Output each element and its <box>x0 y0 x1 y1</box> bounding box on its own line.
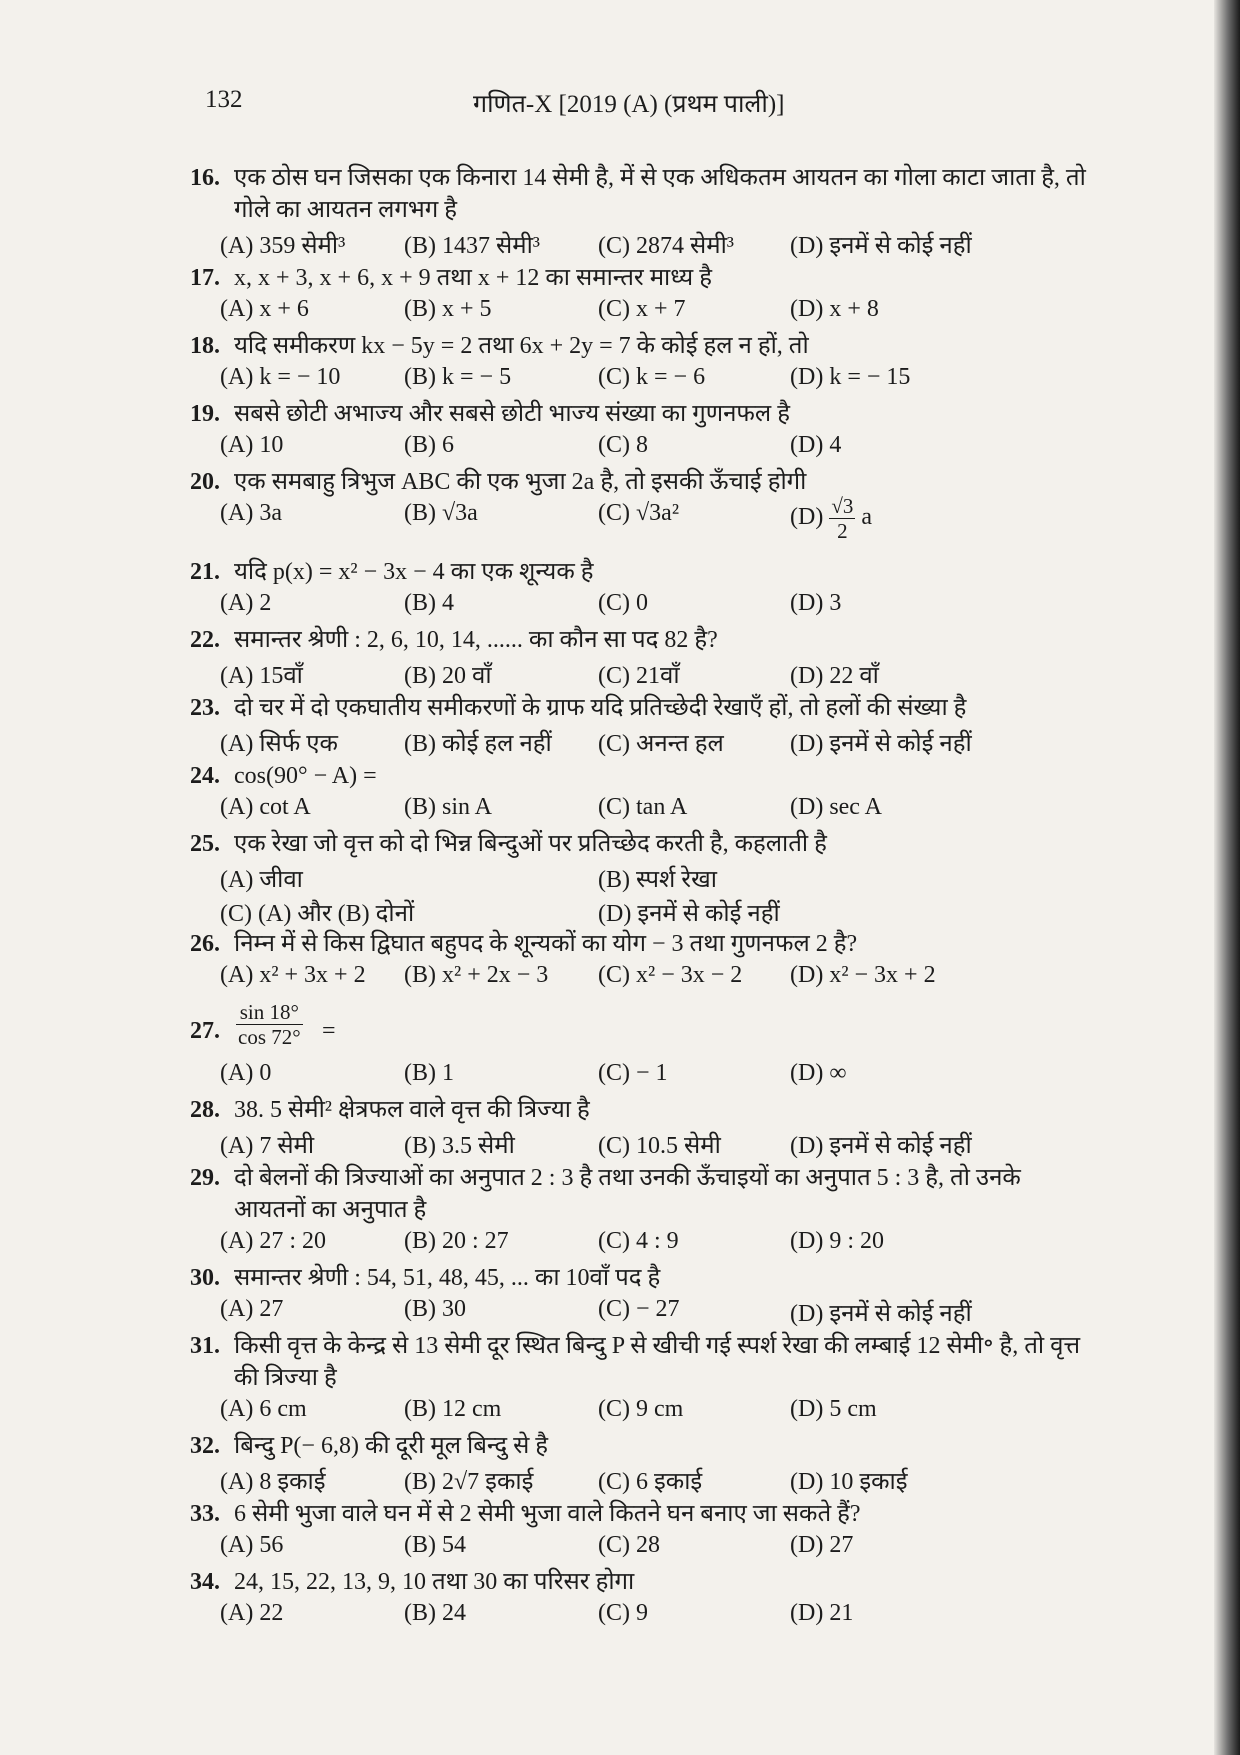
option-c: (C) − 27 <box>598 1296 680 1322</box>
option-a: (A) जीवा <box>220 867 303 893</box>
question-text: cos(90° − A) = <box>234 763 377 789</box>
option-c: (C) 6 इकाई <box>598 1469 703 1495</box>
option-label: (D) <box>790 504 824 531</box>
question-number: 27. <box>190 1018 220 1044</box>
option-d: (D) x² − 3x + 2 <box>790 962 936 988</box>
option-b: (B) 1437 सेमी³ <box>404 233 540 259</box>
option-d: (D) इनमें से कोई नहीं <box>598 901 780 927</box>
question-number: 33. <box>190 1501 220 1527</box>
equals-sign: = <box>322 1018 336 1044</box>
options-row <box>190 792 1090 828</box>
option-a: (A) 0 <box>220 1060 272 1086</box>
question-text: दो चर में दो एकघातीय समीकरणों के ग्राफ यदि प्रतिच्छेदी रेखाएँ हों, तो हलों की संख्या है <box>234 695 967 721</box>
option-a: (A) 22 <box>220 1600 284 1626</box>
option-d <box>790 494 872 543</box>
page-edge-shadow <box>1214 0 1240 1755</box>
option-c: (C) − 1 <box>598 1060 668 1086</box>
question-text: एक समबाहु त्रिभुज ABC की एक भुजा 2a है, तो इसकी ऊँचाई होगी <box>234 469 807 495</box>
fraction-denominator: 2 <box>837 519 848 543</box>
option-a: (A) 8 इकाई <box>220 1469 326 1495</box>
options-row <box>190 724 1090 760</box>
option-c: (C) x + 7 <box>598 296 686 322</box>
options-row <box>190 1058 1090 1094</box>
question <box>190 262 1090 330</box>
options-row <box>190 494 1090 556</box>
option-b: (B) x + 5 <box>404 296 492 322</box>
question <box>190 1498 1090 1566</box>
options-row <box>190 1226 1090 1262</box>
question-number: 31. <box>190 1333 220 1359</box>
question-number: 28. <box>190 1097 220 1123</box>
question-stem <box>190 1430 1090 1462</box>
question-number: 16. <box>190 165 220 191</box>
question-text: निम्न में से किस द्विघात बहुपद के शून्यकों का योग − 3 तथा गुणनफल 2 है? <box>234 931 858 957</box>
question-text: एक ठोस घन जिसका एक किनारा 14 सेमी है, में से एक अधिकतम आयतन का गोला काटा जाता है, तो गोले का आयतन लगभग है <box>234 165 1086 223</box>
page-title: गणित-X [2019 (A) (प्रथम पाली)] <box>473 91 785 118</box>
fraction-numerator: √3 <box>831 494 854 518</box>
option-a: (A) सिर्फ एक <box>220 731 338 757</box>
option-b: (B) 20 वाँ <box>404 663 492 689</box>
question <box>190 1330 1090 1430</box>
question-list <box>190 162 1090 1634</box>
question <box>190 330 1090 398</box>
question-stem <box>190 398 1090 430</box>
option-c: (C) 21वाँ <box>598 663 680 689</box>
question-number: 21. <box>190 559 220 585</box>
question <box>190 1566 1090 1634</box>
page-number: 132 <box>205 86 243 113</box>
option-c: (C) 9 cm <box>598 1396 684 1422</box>
option-fraction <box>829 494 855 543</box>
question-text: किसी वृत्त के केन्द्र से 13 सेमी दूर स्थित बिन्दु P से खीची गई स्पर्श रेखा की लम्बाई 12 सेमी॰ है, तो वृत्त की त्रिज्या है <box>234 1333 1081 1391</box>
option-b: (B) 1 <box>404 1060 454 1086</box>
question-text: 6 सेमी भुजा वाले घन में से 2 सेमी भुजा वाले कितने घन बनाए जा सकते हैं? <box>234 1501 861 1527</box>
option-b: (B) 30 <box>404 1296 466 1322</box>
question-number: 17. <box>190 265 220 291</box>
question-text: एक रेखा जो वृत्त को दो भिन्न बिन्दुओं पर प्रतिच्छेद करती है, कहलाती है <box>234 831 827 857</box>
option-b: (B) k = − 5 <box>404 364 512 390</box>
option-d: (D) 9 : 20 <box>790 1228 884 1254</box>
question-number: 22. <box>190 627 220 653</box>
question-number: 29. <box>190 1165 220 1191</box>
option-d: (D) इनमें से कोई नहीं <box>790 1133 972 1159</box>
option-a: (A) 359 सेमी³ <box>220 233 346 259</box>
option-d: (D) ∞ <box>790 1060 847 1086</box>
option-b: (B) sin A <box>404 794 493 820</box>
option-d: (D) 22 वाँ <box>790 663 879 689</box>
option-a: (A) k = − 10 <box>220 364 341 390</box>
question-text: सबसे छोटी अभाज्य और सबसे छोटी भाज्य संख्या का गुणनफल है <box>234 401 790 427</box>
option-d: (D) इनमें से कोई नहीं <box>790 1301 972 1327</box>
question-stem <box>190 1262 1090 1294</box>
question-number: 34. <box>190 1569 220 1595</box>
question-number: 25. <box>190 831 220 857</box>
options-row <box>190 1126 1090 1162</box>
options-row <box>190 588 1090 624</box>
option-d: (D) इनमें से कोई नहीं <box>790 731 972 757</box>
question-number: 26. <box>190 931 220 957</box>
option-d: (D) k = − 15 <box>790 364 911 390</box>
option-a: (A) x + 6 <box>220 296 309 322</box>
question-number: 19. <box>190 401 220 427</box>
options-row <box>190 1294 1090 1330</box>
question-text: समान्तर श्रेणी : 2, 6, 10, 14, ...... का कौन सा पद 82 है? <box>234 627 718 653</box>
option-b: (B) 2√7 इकाई <box>404 1469 534 1495</box>
options-row <box>190 362 1090 398</box>
options-row <box>190 1462 1090 1498</box>
question <box>190 996 1090 1094</box>
question-stem <box>190 692 1090 724</box>
question <box>190 624 1090 692</box>
question-text: यदि p(x) = x² − 3x − 4 का एक शून्यक है <box>234 559 594 585</box>
option-a: (A) 10 <box>220 432 284 458</box>
question-number: 20. <box>190 469 220 495</box>
question <box>190 928 1090 996</box>
question-stem <box>190 466 1090 498</box>
option-c: (C) अनन्त हल <box>598 731 724 757</box>
option-c: (C) 2874 सेमी³ <box>598 233 734 259</box>
option-a: (A) 27 : 20 <box>220 1228 326 1254</box>
option-d: (D) 21 <box>790 1600 854 1626</box>
question-stem <box>190 1094 1090 1126</box>
fraction-denominator: cos 72° <box>238 1025 301 1049</box>
question-text: दो बेलनों की त्रिज्याओं का अनुपात 2 : 3 है तथा उनकी ऊँचाइयों का अनुपात 5 : 3 है, तो उनके आयतनों का अनुपात है <box>234 1165 1021 1223</box>
option-c: (C) √3a² <box>598 500 680 526</box>
question-number: 24. <box>190 763 220 789</box>
question-stem <box>190 624 1090 656</box>
question <box>190 760 1090 828</box>
option-c: (C) 0 <box>598 590 648 616</box>
option-a: (A) cot A <box>220 794 311 820</box>
option-c: (C) 9 <box>598 1600 648 1626</box>
question-stem <box>190 928 1090 960</box>
question-number: 18. <box>190 333 220 359</box>
option-a: (A) 6 cm <box>220 1396 307 1422</box>
option-c: (C) tan A <box>598 794 688 820</box>
options-row <box>190 294 1090 330</box>
question-stem <box>190 1566 1090 1598</box>
question-stem <box>190 330 1090 362</box>
option-c: (C) 8 <box>598 432 648 458</box>
option-b: (B) 4 <box>404 590 454 616</box>
option-b: (B) √3a <box>404 500 478 526</box>
option-d: (D) 3 <box>790 590 842 616</box>
question-number: 32. <box>190 1433 220 1459</box>
option-b: (B) 54 <box>404 1532 466 1558</box>
options-row <box>190 1530 1090 1566</box>
question-stem <box>190 1162 1090 1226</box>
option-b: (B) 20 : 27 <box>404 1228 509 1254</box>
option-a: (A) 15वाँ <box>220 663 303 689</box>
options-row <box>190 860 1090 928</box>
option-d: (D) इनमें से कोई नहीं <box>790 233 972 259</box>
question-stem <box>190 1330 1090 1394</box>
options-row <box>190 960 1090 996</box>
question-stem <box>190 162 1090 226</box>
options-row <box>190 1394 1090 1430</box>
question <box>190 1162 1090 1262</box>
question-text: समान्तर श्रेणी : 54, 51, 48, 45, ... का 10वाँ पद है <box>234 1265 661 1291</box>
question-stem <box>190 996 1090 1058</box>
question-text: यदि समीकरण kx − 5y = 2 तथा 6x + 2y = 7 के कोई हल न हों, तो <box>234 333 809 359</box>
option-d: (D) 10 इकाई <box>790 1469 908 1495</box>
question <box>190 398 1090 466</box>
question-stem <box>190 262 1090 294</box>
question-stem <box>190 760 1090 792</box>
options-row <box>190 430 1090 466</box>
question <box>190 1262 1090 1330</box>
question-number: 23. <box>190 695 220 721</box>
option-c: (C) 10.5 सेमी <box>598 1133 721 1159</box>
option-b: (B) 6 <box>404 432 454 458</box>
question <box>190 1094 1090 1162</box>
options-row <box>190 226 1090 262</box>
question <box>190 466 1090 556</box>
option-d: (D) sec A <box>790 794 882 820</box>
option-a: (A) 56 <box>220 1532 284 1558</box>
question <box>190 692 1090 760</box>
option-c: (C) 4 : 9 <box>598 1228 679 1254</box>
option-b: (B) 12 cm <box>404 1396 502 1422</box>
question-stem <box>190 1498 1090 1530</box>
option-b: (B) 3.5 सेमी <box>404 1133 515 1159</box>
option-c: (C) (A) और (B) दोनों <box>220 901 415 927</box>
question-stem <box>190 556 1090 588</box>
question <box>190 828 1090 928</box>
option-c: (C) k = − 6 <box>598 364 706 390</box>
option-d: (D) 5 cm <box>790 1396 877 1422</box>
question <box>190 1430 1090 1498</box>
fraction-numerator: sin 18° <box>236 1000 303 1025</box>
option-a: (A) 2 <box>220 590 272 616</box>
option-b: (B) कोई हल नहीं <box>404 731 552 757</box>
question-number: 30. <box>190 1265 220 1291</box>
option-a: (A) 27 <box>220 1296 284 1322</box>
option-a: (A) 7 सेमी <box>220 1133 315 1159</box>
option-b: (B) 24 <box>404 1600 466 1626</box>
question-text: 24, 15, 22, 13, 9, 10 तथा 30 का परिसर होगा <box>234 1569 635 1595</box>
option-a: (A) x² + 3x + 2 <box>220 962 366 988</box>
option-d: (D) 27 <box>790 1532 854 1558</box>
stem-fraction <box>236 1000 303 1049</box>
question-text: बिन्दु P(− 6,8) की दूरी मूल बिन्दु से है <box>234 1433 549 1459</box>
option-a: (A) 3a <box>220 500 282 526</box>
fraction-suffix: a <box>861 504 873 531</box>
question <box>190 162 1090 262</box>
question <box>190 556 1090 624</box>
question-stem <box>190 828 1090 860</box>
option-b: (B) x² + 2x − 3 <box>404 962 549 988</box>
option-d: (D) x + 8 <box>790 296 879 322</box>
options-row <box>190 1598 1090 1634</box>
question-text: 38. 5 सेमी² क्षेत्रफल वाले वृत्त की त्रिज्या है <box>234 1097 590 1123</box>
options-row <box>190 656 1090 692</box>
option-c: (C) 28 <box>598 1532 660 1558</box>
option-d: (D) 4 <box>790 432 842 458</box>
option-b: (B) स्पर्श रेखा <box>598 867 717 893</box>
question-text: x, x + 3, x + 6, x + 9 तथा x + 12 का समान्तर माध्य है <box>234 265 712 291</box>
option-c: (C) x² − 3x − 2 <box>598 962 743 988</box>
